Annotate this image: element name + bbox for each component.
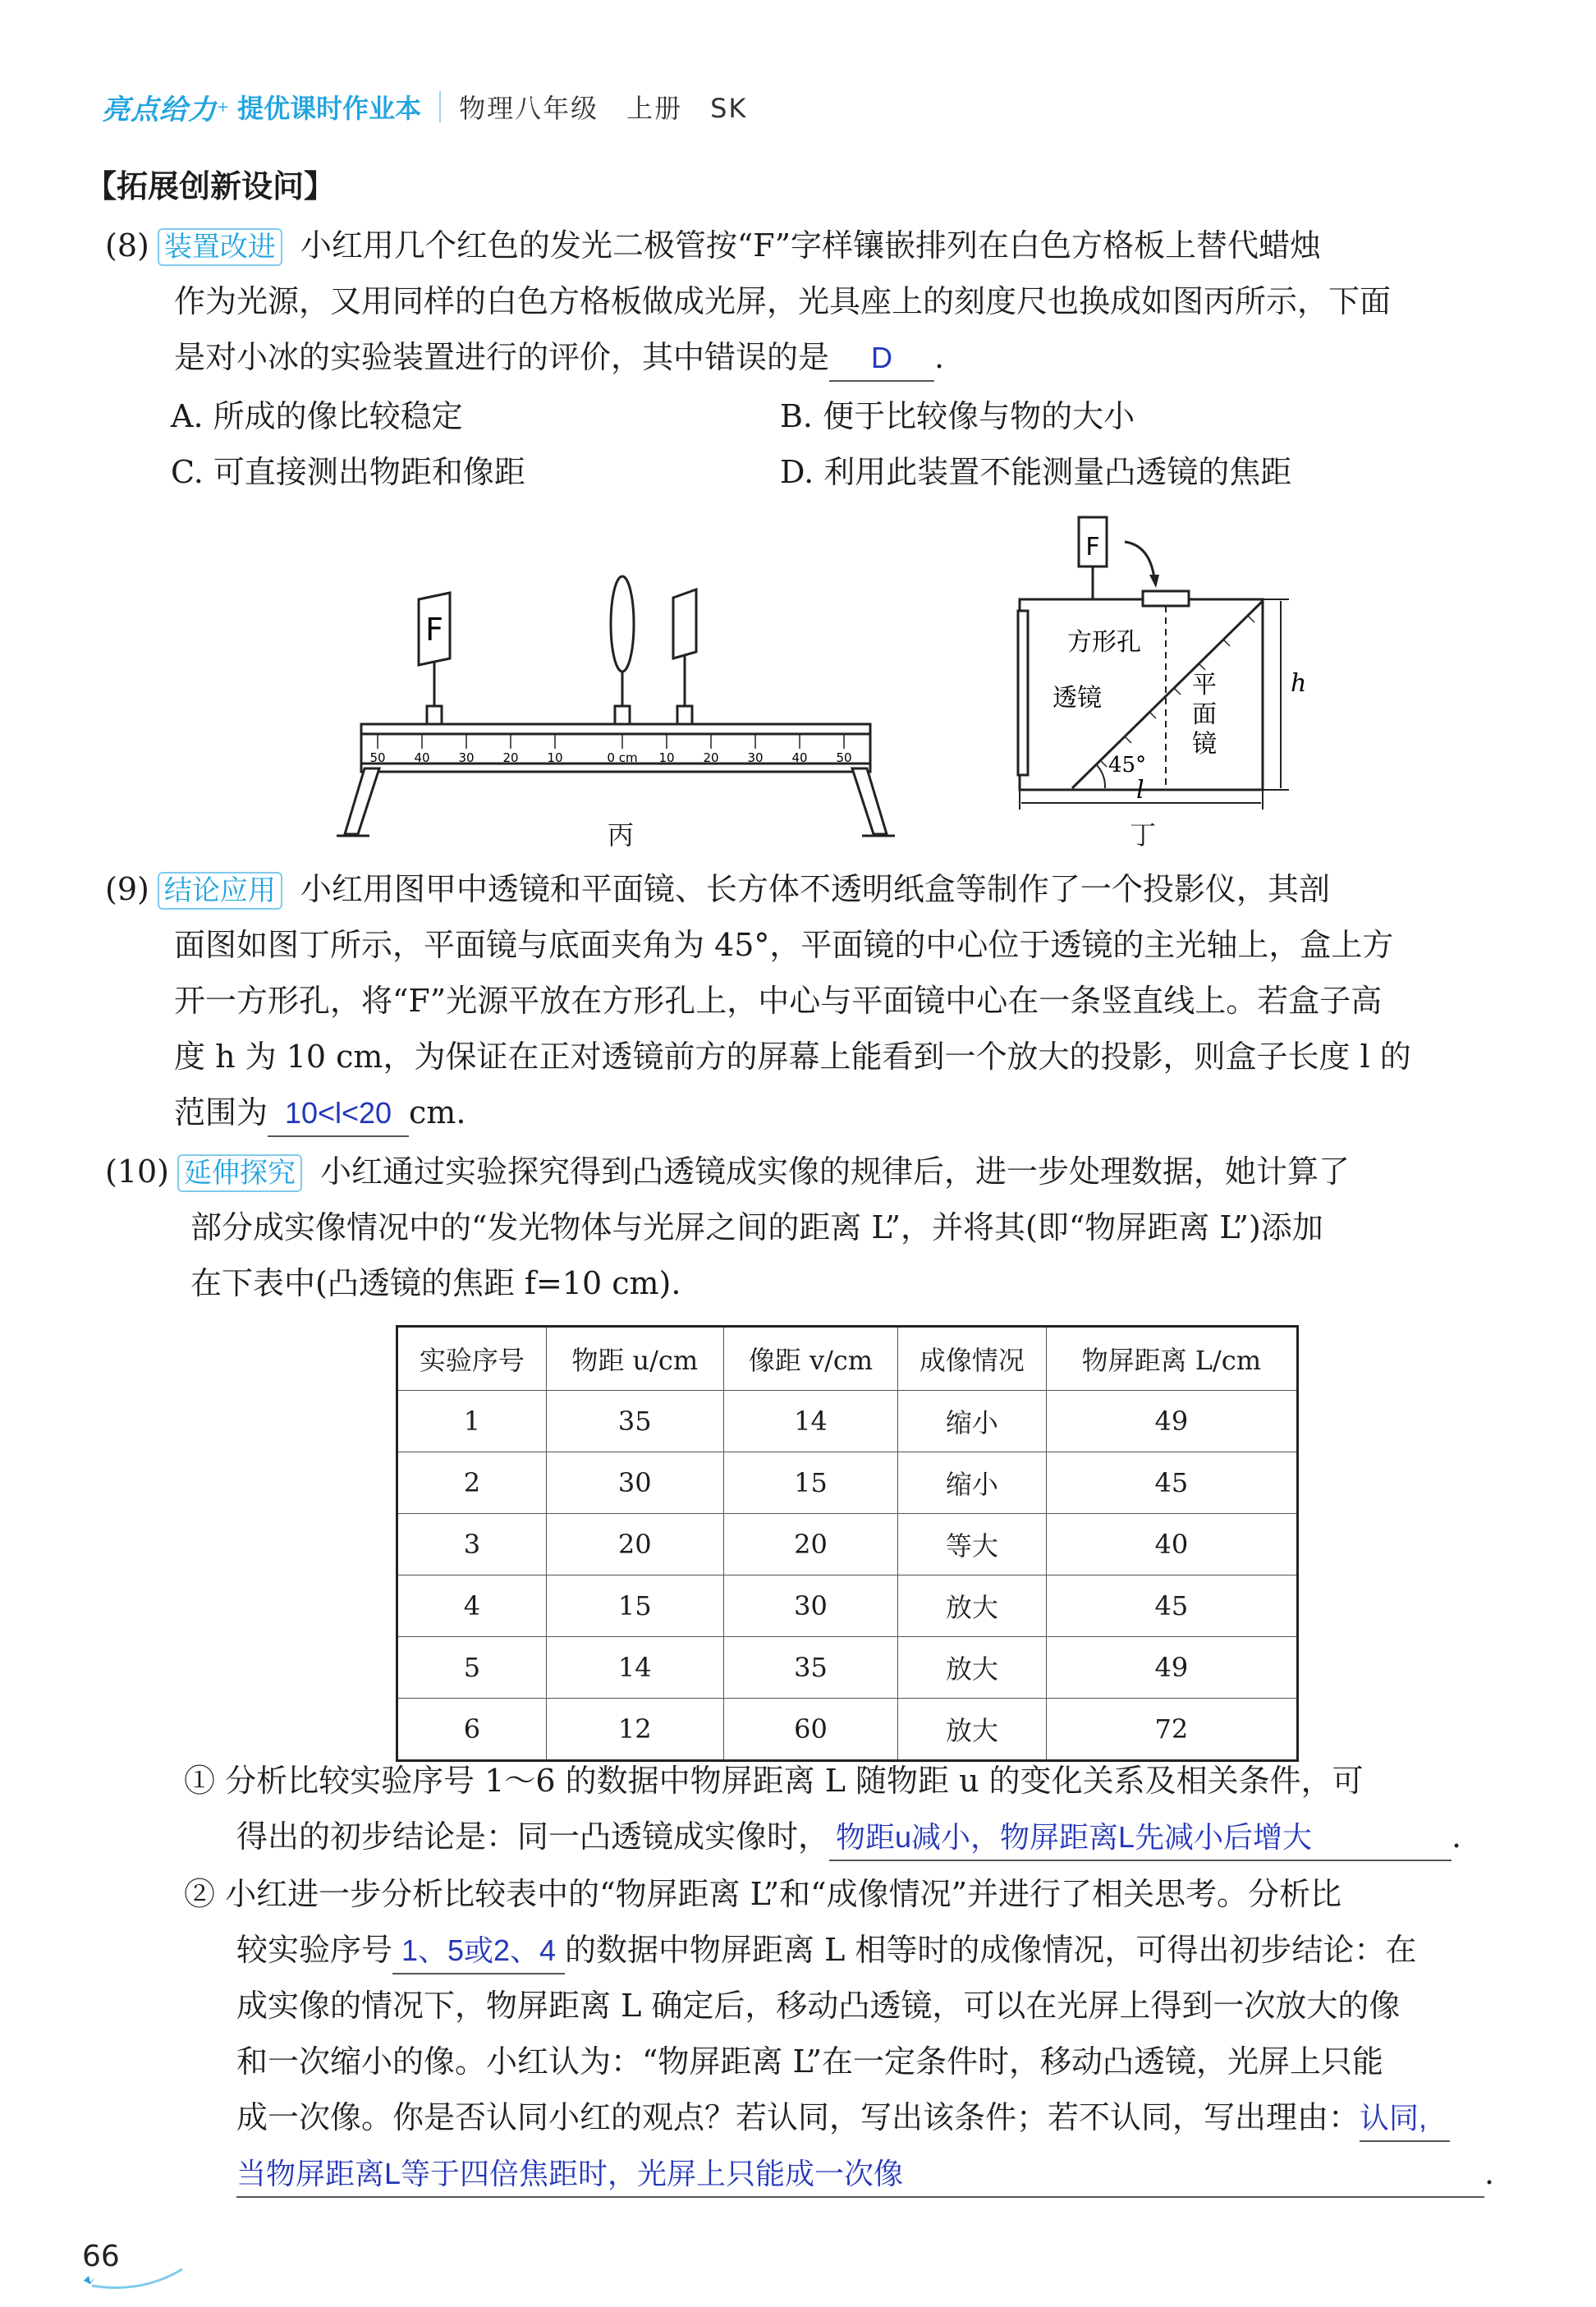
table-cell: 缩小 [898,1452,1046,1514]
table-cell: 等大 [898,1514,1046,1575]
q8-text-3-end: . [934,339,945,375]
ruler-tick-label: 10 [658,750,675,765]
table-cell: 放大 [898,1699,1046,1761]
table-cell: 49 [1046,1637,1297,1699]
table-cell: 60 [723,1699,897,1761]
q10-line-2: 部分成实像情况中的“发光物体与光屏之间的距离 L”，并将其(即“物屏距离 L”)添加 [190,1209,1323,1245]
q9-text-5-end: cm. [409,1094,466,1131]
q8-text-1: 小红用几个红色的发光二极管按“F”字样镶嵌排列在白色方格板上替代蜡烛 [300,227,1322,264]
ruler-tick-label: 0 cm [607,750,638,765]
table-cell: 放大 [898,1575,1046,1637]
page-number-swoosh-icon [67,2266,190,2294]
ruler-tick-label: 50 [836,750,852,765]
mirror-label: 镜 [1192,730,1217,759]
h-label: h [1291,669,1307,698]
figure-bing-optical-bench [328,575,920,854]
q9-answer: 10<l<20 [268,1091,409,1137]
sub2-line-2 [236,1928,1416,1974]
hole-label: 方形孔 [1067,628,1141,657]
ruler-tick-label: 40 [791,750,808,765]
q8-line-1 [105,223,1321,268]
table-row [397,1391,1298,1452]
brand-plus-mark: + [217,98,230,116]
q8-tag: 装置改进 [158,228,282,266]
table-cell: 35 [546,1391,723,1452]
q8-line-2: 作为光源，又用同样的白色方格板做成光屏，光具座上的刻度尺也换成如图丙所示，下面 [174,283,1392,319]
ruler-tick-label: 50 [369,750,386,765]
table-header-cell: 物距 u/cm [546,1327,723,1391]
sub2-answer-2b: 当物屏距离L等于四倍焦距时，光屏上只能成一次像 [236,2152,1484,2198]
figure-ding-projector [1002,509,1314,813]
table-cell: 20 [546,1514,723,1575]
ruler-tick-label: 10 [547,750,563,765]
brand-logo: 亮点给力 [102,93,217,126]
sub2-line-6 [236,2151,1494,2198]
subject-label: 物理八年级 上册 SK [459,93,748,124]
table-cell: 15 [546,1575,723,1637]
q9-line-4: 度 h 为 10 cm，为保证在正对透镜前方的屏幕上能看到一个放大的投影，则盒子长度 l 的 [174,1039,1411,1075]
table-header-row [397,1327,1298,1391]
table-cell: 30 [723,1575,897,1637]
table-cell: 49 [1046,1391,1297,1452]
table-cell: 放大 [898,1637,1046,1699]
figure-ding-caption: 丁 [1130,819,1157,851]
sub1-line-2 [236,1814,1461,1861]
mirror-label: 平 [1192,671,1217,699]
sub2-text-6-end: . [1484,2155,1495,2191]
q9-line-5 [174,1090,466,1137]
q8-option-c: C. 可直接测出物距和像距 [171,454,525,490]
q8-option-d: D. 利用此装置不能测量凸透镜的焦距 [780,454,1292,490]
ruler-tick-label: 40 [414,750,430,765]
ruler-tick-label: 20 [502,750,519,765]
table-cell: 15 [723,1452,897,1514]
q9-number: (9) [105,871,149,907]
l-label: l [1136,776,1144,805]
table-row [397,1637,1298,1699]
table-row [397,1575,1298,1637]
q9-text-1: 小红用图甲中透镜和平面镜、长方体不透明纸盒等制作了一个投影仪，其剖 [300,871,1330,907]
page-header [102,82,747,131]
q10-number: (10) [105,1154,170,1190]
sub2-line-5 [236,2095,1450,2142]
q8-option-b: B. 便于比较像与物的大小 [780,398,1135,434]
sub1-answer: 物距u减小，物屏距离L先减小后增大 [829,1815,1452,1861]
q8-line-3 [174,335,944,382]
ding-f-label: F [1085,533,1100,562]
sub2-text-2: 较实验序号 [236,1932,393,1968]
page-number: 66 [82,2240,120,2273]
table-cell: 35 [723,1637,897,1699]
ruler-tick-label: 20 [703,750,719,765]
table-cell: 3 [397,1514,547,1575]
q8-answer: D [829,336,934,382]
sub2-line-4: 和一次缩小的像。小红认为：“物屏距离 L”在一定条件时，移动凸透镜，光屏上只能 [236,2043,1384,2080]
q9-tag: 结论应用 [158,872,282,910]
table-cell: 6 [397,1699,547,1761]
table-cell: 2 [397,1452,547,1514]
sub2-text-2-end: 的数据中物屏距离 L 相等时的成像情况，可得出初步结论：在 [565,1932,1417,1968]
sub2-answer-2a: 认同, [1360,2096,1450,2142]
table-cell: 40 [1046,1514,1297,1575]
table-row [397,1699,1298,1761]
sub1-line-1 [184,1759,1364,1803]
table-cell: 72 [1046,1699,1297,1761]
table-row [397,1514,1298,1575]
table-cell: 14 [723,1391,897,1452]
bing-f-label: F [425,612,443,648]
table-cell: 5 [397,1637,547,1699]
q9-text-5: 范围为 [174,1094,268,1131]
table-cell: 14 [546,1637,723,1699]
sub1-number: ① [184,1763,216,1799]
series-title: 提优课时作业本 [237,93,422,124]
table-cell: 45 [1046,1452,1297,1514]
ruler-tick-label: 30 [458,750,475,765]
q10-tag: 延伸探究 [177,1154,302,1192]
table-header-cell: 物屏距离 L/cm [1046,1327,1297,1391]
table-cell: 缩小 [898,1391,1046,1452]
q9-line-1 [105,867,1330,911]
table-cell: 1 [397,1391,547,1452]
mirror-label: 面 [1192,700,1217,729]
q9-line-2: 面图如图丁所示，平面镜与底面夹角为 45°，平面镜的中心位于透镜的主光轴上，盒上方 [174,927,1394,963]
q9-line-3: 开一方形孔，将“F”光源平放在方形孔上，中心与平面镜中心在一条竖直线上。若盒子高 [174,983,1383,1019]
sub2-line-3: 成实像的情况下，物屏距离 L 确定后，移动凸透镜，可以在光屏上得到一次放大的像 [236,1988,1401,2024]
sub2-text-1: 小红进一步分析比较表中的“物屏距离 L”和“成像情况”并进行了相关思考。分析比 [225,1876,1342,1912]
table-header-cell: 成像情况 [898,1327,1046,1391]
lens-label: 透镜 [1053,684,1102,713]
table-cell: 12 [546,1699,723,1761]
sub1-text-1: 分析比较实验序号 1～6 的数据中物屏距离 L 随物距 u 的变化关系及相关条件，可 [225,1763,1364,1799]
section-title: 【拓展创新设问】 [85,168,336,204]
experiment-data-table [396,1325,1299,1762]
q10-line-1 [105,1149,1350,1194]
sub2-line-1 [184,1872,1341,1916]
q8-text-3: 是对小冰的实验装置进行的评价，其中错误的是 [174,339,830,375]
table-cell: 20 [723,1514,897,1575]
ruler-tick-label: 30 [747,750,764,765]
table-row [397,1452,1298,1514]
table-header-cell: 实验序号 [397,1327,547,1391]
sub1-text-2-end: . [1452,1819,1462,1855]
sub1-text-2: 得出的初步结论是：同一凸透镜成实像时， [236,1819,830,1855]
sub2-answer-1: 1、5或2、4 [392,1929,565,1974]
sub2-number: ② [184,1876,216,1912]
header-divider [439,91,441,122]
q8-option-a: A. 所成的像比较稳定 [171,398,463,434]
table-cell: 30 [546,1452,723,1514]
figure-bing-caption: 丙 [608,819,635,851]
q10-text-1: 小红通过实验探究得到凸透镜成实像的规律后，进一步处理数据，她计算了 [320,1154,1351,1190]
q10-line-3: 在下表中(凸透镜的焦距 f=10 cm). [190,1265,681,1301]
table-header-cell: 像距 v/cm [723,1327,897,1391]
sub2-text-5: 成一次像。你是否认同小红的观点？若认同，写出该条件；若不认同，写出理由： [236,2099,1360,2135]
q8-number: (8) [105,227,149,264]
angle-label: 45° [1108,753,1147,777]
table-cell: 4 [397,1575,547,1637]
table-cell: 45 [1046,1575,1297,1637]
